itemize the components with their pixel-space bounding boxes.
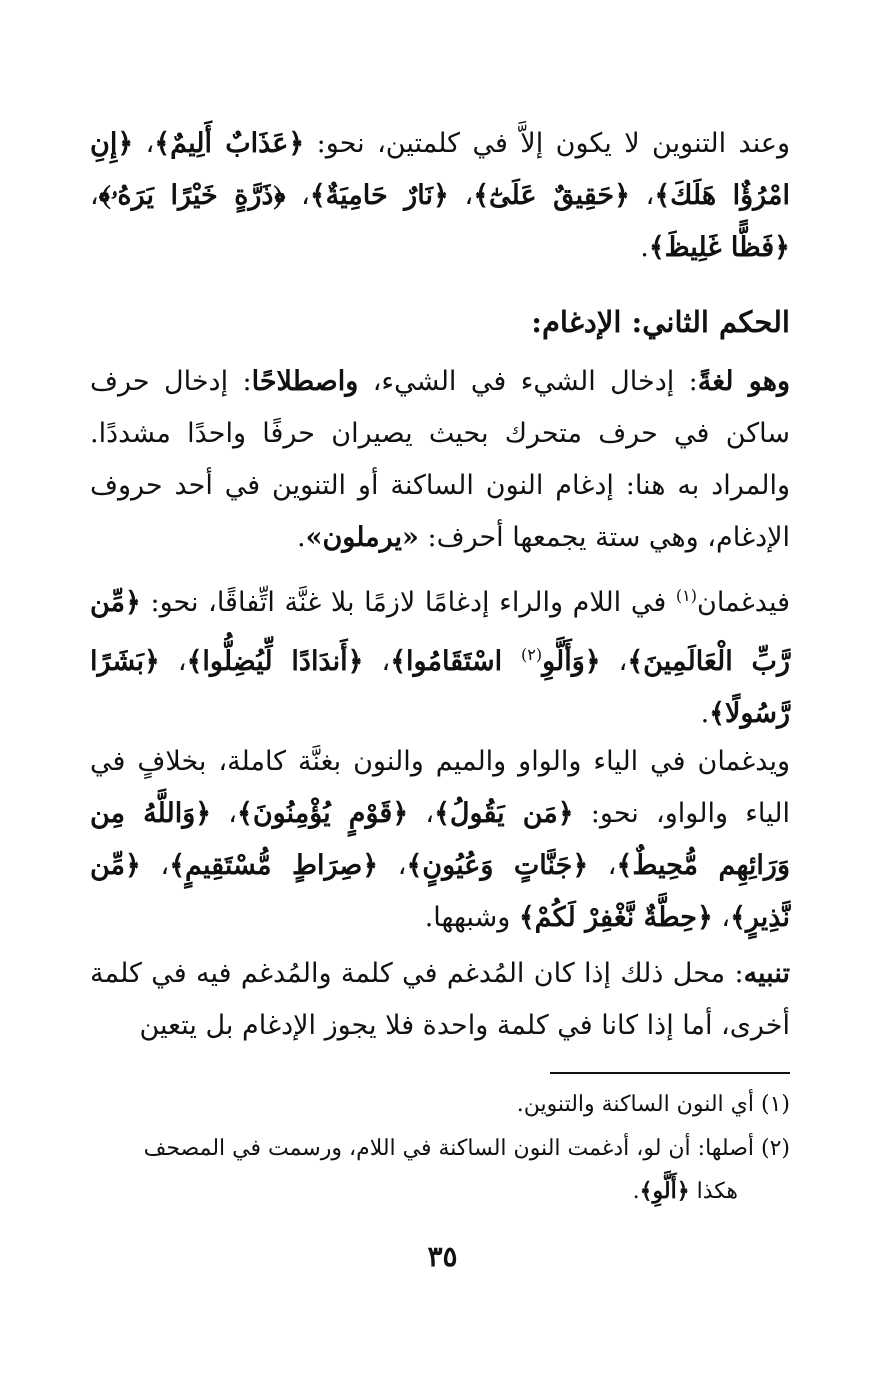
separator: ،	[448, 180, 474, 211]
separator: ،	[588, 850, 617, 881]
quran-quote: ﴿حِطَّةٌ نَّغْفِرْ لَكُمْ﴾	[518, 902, 713, 933]
bold-term: «يرملون»	[305, 522, 419, 553]
paragraph-idgham-definition	[90, 356, 790, 564]
quran-quote: ﴿أَلَّوِ﴾	[639, 1178, 690, 1204]
paragraph-text	[90, 570, 790, 740]
text-span: في اللام والراء إدغامًا لازمًا بلا غنَّة اتِّفاقًا، نحو:	[140, 587, 676, 618]
text-span: : محل ذلك إذا كان المُدغم في كلمة والمُدغم فيه في كلمة أخرى، أما إذا كانا في كلمة واحدة فلا يجوز الإدغام بل يتعين	[90, 958, 790, 1041]
separator: ،	[90, 180, 99, 211]
footnote-ref: (٢)	[520, 645, 543, 664]
separator: ،	[712, 902, 731, 933]
footnote-number: (٢)	[760, 1136, 790, 1161]
separator: ،	[211, 798, 238, 829]
separator: ،	[408, 798, 435, 829]
footnote-1	[90, 1086, 790, 1124]
footnote-text: أصلها: أن لو، أدغمت النون الساكنة في اللام، ورسمت في المصحف	[143, 1136, 761, 1161]
quran-quote: ﴿صِرَاطٍ مُّسْتَقِيمٍ﴾	[169, 850, 379, 881]
quran-quote: ﴿ذَرَّةٍ خَيْرًا يَرَهُۥ﴾	[98, 180, 286, 211]
bold-term: تنبيه	[743, 958, 790, 989]
quran-quote: اسْتَقَامُوا﴾	[390, 646, 521, 677]
quran-quote: ﴿إِنِ امْرُؤٌا هَلَكَ﴾	[90, 128, 791, 211]
separator: ،	[285, 180, 310, 211]
separator: ،	[140, 850, 170, 881]
footnote-ref: (١)	[675, 586, 697, 605]
quran-quote: ﴿عَذَابٌ أَلِيمٌ﴾	[154, 128, 305, 159]
paragraph-text	[90, 118, 790, 274]
text-span: وشبهها.	[424, 902, 519, 933]
quran-quote: ﴿أَندَادًا لِّيُضِلُّوا﴾	[186, 646, 364, 677]
quran-quote: ﴿مِّن نَّذِيرٍ﴾	[90, 850, 790, 933]
quran-quote: ﴿فَظًّا غَلِيظَ﴾	[648, 232, 790, 263]
text-span: فيدغمان	[696, 587, 790, 618]
quran-quote: ﴿وَأَلَّوِ	[542, 646, 601, 677]
paragraph-text	[90, 356, 790, 564]
section-heading: الحكم الثاني: الإدغام:	[531, 305, 790, 339]
quran-quote: ﴿حَقِيقٌ عَلَىٰٓ﴾	[473, 180, 630, 211]
footnote-text: هكذا	[689, 1179, 738, 1204]
separator: ،	[363, 646, 391, 677]
footnote-divider	[550, 1072, 790, 1074]
bold-term: وهو لغةً	[697, 366, 790, 397]
footnote-number: (١)	[760, 1092, 790, 1117]
quran-quote: ﴿مِّن رَّبِّ الْعَالَمِينَ﴾	[90, 587, 791, 677]
text-span: : إدخال حرف ساكن في حرف متحرك بحيث يصيران حرفًا واحدًا مشددًا. والمراد به هنا: إدغام النون الساكنة أو التنوين في أحد حروف الإدغام، وهي ستة يجمعها أحرف:	[90, 366, 790, 553]
quran-quote: ﴿نَارٌ حَامِيَةٌ﴾	[309, 180, 449, 211]
text-span: : إدخال الشيء في الشيء،	[358, 366, 698, 397]
quran-quote: ﴿قَوْمٍ يُؤْمِنُونَ﴾	[237, 798, 409, 829]
paragraph-tanween-two-words	[90, 118, 790, 274]
separator: ،	[600, 646, 628, 677]
quran-quote: ﴿وَاللَّهُ مِن وَرَائِهِم مُّحِيطٌ﴾	[90, 798, 790, 881]
footnote-2-continuation	[38, 1172, 790, 1211]
quran-quote: ﴿مَن يَقُولُ﴾	[434, 798, 574, 829]
paragraph-idgham-with-ghunna	[90, 736, 790, 944]
footnote-2	[90, 1130, 790, 1168]
paragraph-text	[90, 948, 790, 1052]
paragraph-note	[90, 948, 790, 1052]
text-span: وعند التنوين لا يكون إلاَّ في كلمتين، نحو:	[304, 128, 790, 159]
paragraph-idgham-lam-ra	[90, 570, 790, 740]
separator: ،	[159, 646, 187, 677]
separator: .	[640, 232, 649, 263]
quran-quote: ﴿بَشَرًا رَّسُولًا﴾	[90, 646, 790, 729]
separator: .	[700, 698, 710, 729]
text-span: ويدغمان في الياء والواو والميم والنون بغنَّة كاملة، بخلافٍ في الياء والواو، نحو:	[90, 746, 791, 829]
footnote-text: أي النون الساكنة والتنوين.	[516, 1092, 761, 1117]
bold-term: واصطلاحًا	[251, 366, 359, 397]
separator: .	[296, 522, 306, 553]
separator: ،	[629, 180, 655, 211]
separator: ،	[378, 850, 407, 881]
quran-quote: ﴿جَنَّاتٍ وَعُيُونٍ﴾	[406, 850, 589, 881]
paragraph-text	[90, 736, 790, 944]
separator: ،	[133, 128, 155, 159]
separator: .	[632, 1179, 640, 1204]
section-heading-block	[90, 296, 790, 348]
page-number: ٣٥	[427, 1240, 458, 1273]
